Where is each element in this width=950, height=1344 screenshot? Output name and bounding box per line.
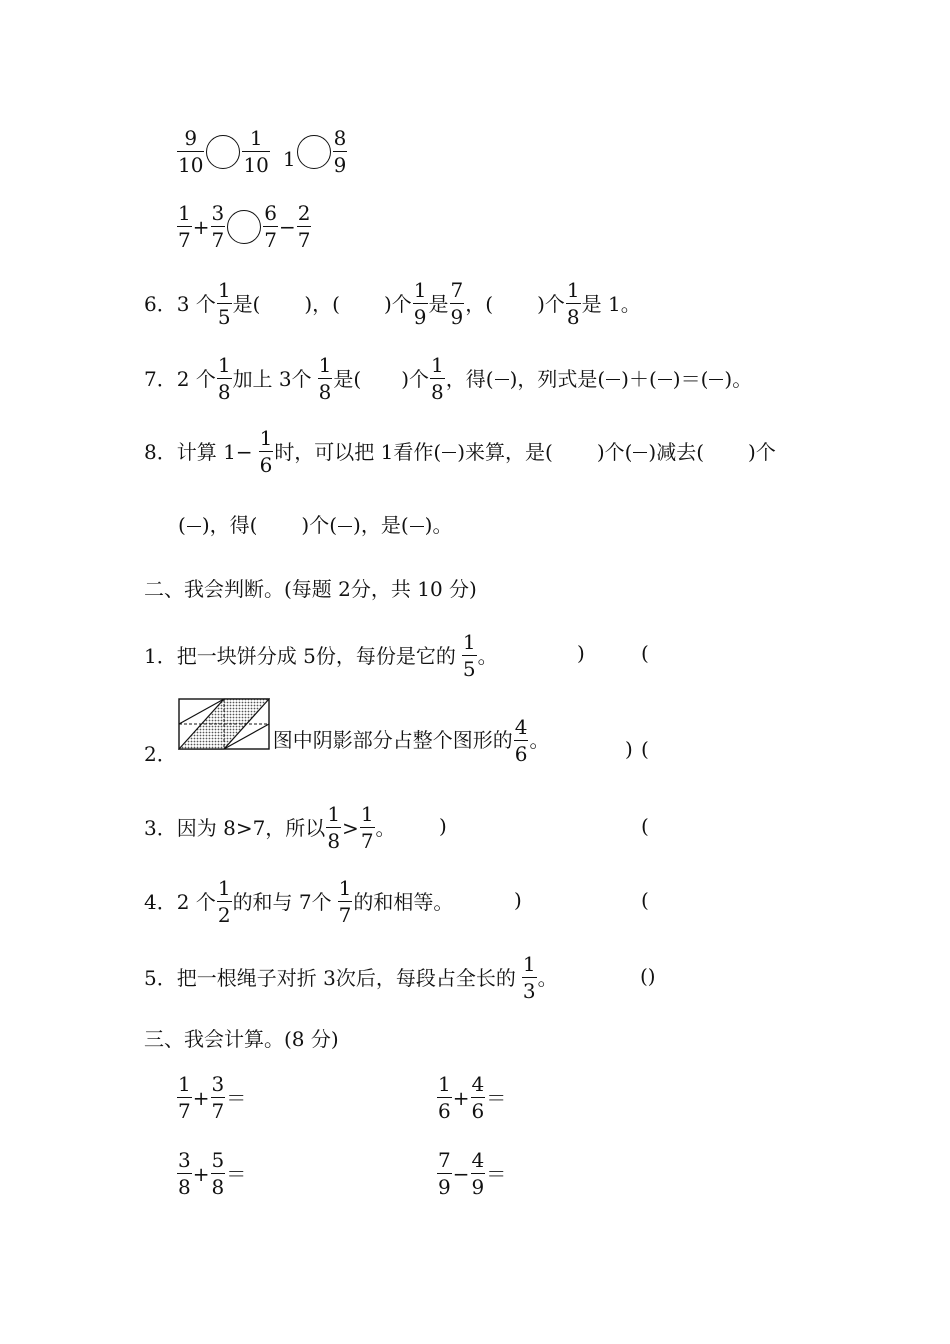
answer-paren[interactable]: ( xyxy=(641,814,649,838)
question-text: )，列式是( xyxy=(509,366,606,391)
question-text: )，是( xyxy=(353,513,409,537)
paren-close: ) xyxy=(577,641,585,665)
question-text: 。 xyxy=(375,815,396,840)
question-number: 3． xyxy=(144,815,177,840)
answer-blank[interactable] xyxy=(338,524,352,527)
question-text: 。 xyxy=(529,728,550,752)
calc-expr-1 xyxy=(176,1074,246,1121)
question-text: 是 xyxy=(428,291,449,316)
fraction: $\frac{1}{8}$ xyxy=(327,802,341,853)
question-text: ，得( xyxy=(445,366,494,391)
fraction: $\frac{1}{8}$ xyxy=(566,278,580,329)
question-text: )，( xyxy=(304,291,340,316)
fraction: $\frac{1}{7}$ xyxy=(178,1072,191,1123)
question-number: 6． xyxy=(144,291,177,316)
question-text: 把一块饼分成 5份，每份是它的 xyxy=(176,643,456,668)
paren-close: ) xyxy=(514,888,522,912)
question-number: 8． xyxy=(144,439,177,464)
compare-row-2 xyxy=(176,203,312,250)
calc-expr-4 xyxy=(436,1150,506,1197)
question-text: 。 xyxy=(477,643,498,668)
fraction: $\frac{7}{9}$ xyxy=(438,1148,451,1199)
answer-blank[interactable] xyxy=(606,377,620,380)
operator: − xyxy=(278,214,296,239)
compare-circle[interactable] xyxy=(297,135,331,169)
answer-blank[interactable] xyxy=(709,377,723,380)
compare-circle[interactable] xyxy=(206,135,240,169)
answer-paren[interactable]: () xyxy=(640,964,656,988)
question-text: 时，可以把 1看作( xyxy=(274,439,442,464)
question-text: 因为 8>7，所以 xyxy=(176,815,326,840)
question-text: )＋( xyxy=(621,366,657,391)
answer-paren[interactable]: ( xyxy=(641,737,649,761)
fraction: $\frac{6}{7}$ xyxy=(264,201,277,252)
question-text: 3 个 xyxy=(176,291,216,316)
question-text: 把一根绳子对折 3次后，每段占全长的 xyxy=(176,965,516,990)
question-text: )个 xyxy=(383,291,412,316)
fraction: $\frac{1}{10}$ xyxy=(243,126,269,177)
section-2-title xyxy=(144,579,477,599)
answer-paren[interactable]: ( xyxy=(641,641,649,665)
fraction: $\frac{1}{7}$ xyxy=(360,802,374,853)
fraction: $\frac{3}{8}$ xyxy=(178,1148,191,1199)
question-text: )，得( xyxy=(201,513,258,537)
fraction: $\frac{5}{8}$ xyxy=(211,1148,225,1199)
question-text: )＝( xyxy=(672,366,709,391)
question-text: )来算，是( xyxy=(457,439,553,464)
calc-expr-3 xyxy=(176,1150,246,1197)
calc-expr-2 xyxy=(436,1074,506,1121)
fraction: $\frac{1}{8}$ xyxy=(217,353,231,404)
question-text: )个 xyxy=(401,366,430,391)
judge-item-1 xyxy=(144,632,498,679)
question-number: 2． xyxy=(144,742,177,766)
question-text: )个 xyxy=(537,291,565,316)
answer-blank[interactable] xyxy=(187,524,201,527)
answer-blank[interactable] xyxy=(442,450,456,453)
paren-close: ) xyxy=(625,737,633,761)
judge-item-3 xyxy=(144,804,396,851)
answer-blank[interactable] xyxy=(658,377,672,380)
operator: + xyxy=(452,1085,470,1110)
operator: + xyxy=(192,1085,210,1110)
question-text: )个 xyxy=(748,439,776,464)
fraction: $\frac{1}{8}$ xyxy=(318,353,332,404)
fraction: $\frac{3}{7}$ xyxy=(211,201,225,252)
fraction: $\frac{4}{6}$ xyxy=(514,714,528,766)
question-text: 计算 1− xyxy=(176,439,253,464)
question-text: 。 xyxy=(537,965,558,990)
question-text: ，( xyxy=(465,291,494,316)
equals-sign: ＝ xyxy=(486,1085,507,1110)
judge-item-2 xyxy=(144,716,549,764)
operator: + xyxy=(192,1161,210,1186)
question-text: 是( xyxy=(333,366,362,391)
question-text: )个( xyxy=(301,513,338,537)
fraction: $\frac{1}{8}$ xyxy=(431,353,444,404)
question-text: 2 个 xyxy=(176,889,216,914)
fraction: $\frac{1}{7}$ xyxy=(178,201,191,252)
question-text: 的和与 7个 xyxy=(232,889,332,914)
answer-blank[interactable] xyxy=(410,524,424,527)
operator: + xyxy=(192,214,210,239)
section-3-title xyxy=(144,1029,339,1049)
equals-sign: ＝ xyxy=(226,1161,247,1186)
question-text: 2 个 xyxy=(176,366,216,391)
fraction: $\frac{1}{7}$ xyxy=(338,876,352,927)
question-text: )。 xyxy=(724,366,753,391)
question-text: 的和相等。 xyxy=(353,889,454,914)
equals-sign: ＝ xyxy=(226,1085,247,1110)
answer-paren[interactable]: ( xyxy=(641,888,649,912)
fraction: $\frac{7}{9}$ xyxy=(450,278,464,329)
compare-row-1 xyxy=(176,128,348,175)
equals-sign: ＝ xyxy=(486,1161,507,1186)
section-title: 二、我会判断。(每题 2分，共 10 分) xyxy=(144,577,477,601)
question-number: 5． xyxy=(144,965,177,990)
fraction: $\frac{3}{7}$ xyxy=(211,1072,225,1123)
question-8-line-2 xyxy=(178,515,452,535)
question-text: ( xyxy=(178,513,186,537)
fraction: $\frac{1}{9}$ xyxy=(413,278,427,329)
question-text: 图中阴影部分占整个图形的 xyxy=(272,728,513,752)
fraction: $\frac{1}{3}$ xyxy=(522,952,536,1003)
fraction: $\frac{1}{6}$ xyxy=(259,426,273,477)
fraction: $\frac{9}{10}$ xyxy=(178,126,204,177)
compare-circle[interactable] xyxy=(227,210,261,244)
question-text: )。 xyxy=(424,513,453,537)
question-text: )减去( xyxy=(648,439,705,464)
question-text: 是 1。 xyxy=(581,291,641,316)
question-8 xyxy=(144,428,776,475)
section-title: 三、我会计算。(8 分) xyxy=(144,1027,339,1051)
fraction: $\frac{1}{5}$ xyxy=(217,278,231,329)
question-text: 加上 3个 xyxy=(232,366,312,391)
question-6 xyxy=(144,280,641,327)
question-text: )个( xyxy=(596,439,633,464)
question-number: 4． xyxy=(144,889,177,914)
fraction: $\frac{2}{7}$ xyxy=(297,201,311,252)
question-number: 7． xyxy=(144,366,177,391)
answer-blank[interactable] xyxy=(633,450,647,453)
fraction: $\frac{4}{6}$ xyxy=(471,1072,485,1123)
judge-item-5 xyxy=(144,954,558,1001)
fraction: $\frac{1}{2}$ xyxy=(217,876,231,927)
fraction: $\frac{1}{6}$ xyxy=(438,1072,451,1123)
judge-item-4 xyxy=(144,878,453,925)
fraction: $\frac{1}{5}$ xyxy=(462,630,476,681)
question-text: 是( xyxy=(232,291,261,316)
operator: > xyxy=(342,815,359,840)
fraction: $\frac{4}{9}$ xyxy=(471,1148,485,1199)
question-7 xyxy=(144,355,752,402)
paren-close: ) xyxy=(439,814,447,838)
whole-number: 1 xyxy=(282,146,296,171)
fraction: $\frac{8}{9}$ xyxy=(333,126,347,177)
question-number: 1． xyxy=(144,643,177,668)
operator: − xyxy=(452,1161,470,1186)
answer-blank[interactable] xyxy=(495,377,509,380)
